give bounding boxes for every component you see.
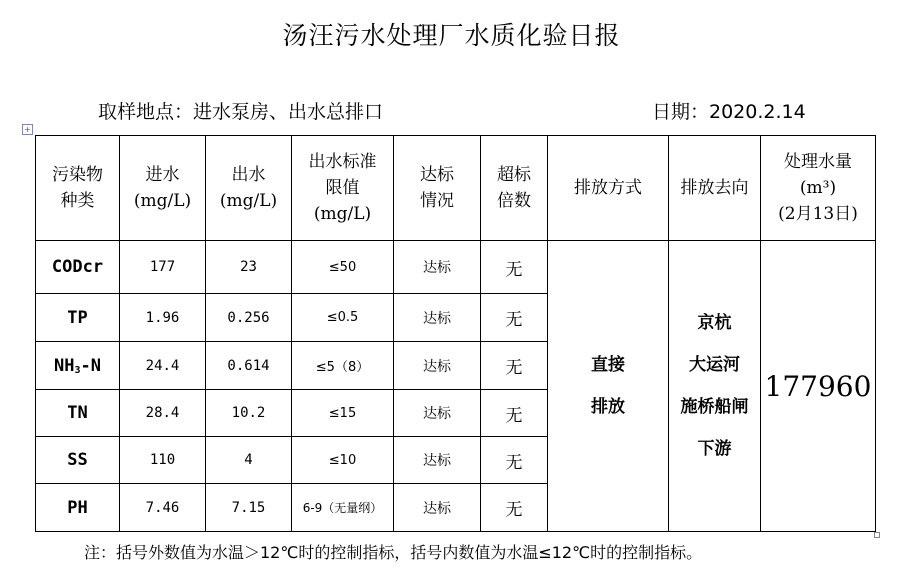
header-pollutant-line1: 污染物 (52, 165, 103, 185)
limit-value: ≤15 (292, 390, 394, 437)
header-inflow (120, 136, 206, 241)
outflow-value: 10.2 (206, 390, 292, 437)
header-pollutant-line2: 种类 (60, 191, 95, 211)
header-volume-line3: (2月13日) (778, 204, 858, 224)
header-discharge-dest: 排放去向 (669, 136, 761, 241)
inflow-value: 177 (120, 241, 206, 294)
table-row (36, 241, 876, 294)
limit-value: 6-9（无量纲） (292, 484, 394, 532)
outflow-value: 0.614 (206, 342, 292, 390)
header-row (36, 136, 876, 241)
discharge-dest-line4: 下游 (697, 439, 732, 459)
discharge-method-line1: 直接 (591, 355, 625, 375)
water-quality-table (35, 135, 876, 532)
discharge-dest-line1: 京杭 (697, 313, 732, 333)
limit-value: ≤50 (292, 241, 394, 294)
outflow-value: 7.15 (206, 484, 292, 532)
header-limit-line3: (mg/L) (313, 204, 372, 224)
pollutant-name-main: NH (54, 355, 75, 376)
compliance-value: 达标 (394, 484, 481, 532)
header-discharge-method: 排放方式 (548, 136, 669, 241)
header-limit-line2: 限值 (325, 178, 360, 198)
discharge-dest-line2: 大运河 (689, 355, 740, 375)
limit-value: ≤5（8） (292, 342, 394, 390)
header-limit (292, 136, 394, 241)
header-outflow-line1: 出水 (231, 165, 266, 185)
header-exceed-line1: 超标 (497, 165, 531, 185)
exceed-value: 无 (481, 294, 548, 342)
discharge-dest-cell (669, 241, 761, 532)
inflow-value: 7.46 (120, 484, 206, 532)
header-outflow (206, 136, 292, 241)
outflow-value: 23 (206, 241, 292, 294)
discharge-method-line2: 排放 (591, 397, 625, 417)
pollutant-name-tail: -N (80, 355, 101, 376)
limit-value: ≤0.5 (292, 294, 394, 342)
compliance-value: 达标 (394, 390, 481, 437)
header-inflow-line1: 进水 (145, 165, 180, 185)
inflow-value: 28.4 (120, 390, 206, 437)
pollutant-name: SS (36, 437, 120, 484)
inflow-value: 1.96 (120, 294, 206, 342)
sampling-location: 取样地点：进水泵房、出水总排口 (98, 101, 384, 123)
exceed-value: 无 (481, 241, 548, 294)
header-volume (761, 136, 876, 241)
exceed-value: 无 (481, 390, 548, 437)
compliance-value: 达标 (394, 437, 481, 484)
exceed-value: 无 (481, 484, 548, 532)
pollutant-name: TP (36, 294, 120, 342)
compliance-value: 达标 (394, 294, 481, 342)
table-move-handle-icon[interactable]: + (22, 124, 33, 135)
pollutant-name-subscript: 3 (74, 364, 81, 376)
footnote: 注：括号外数值为水温＞12℃时的控制指标，括号内数值为水温≤12℃时的控制指标。 (84, 543, 703, 562)
header-inflow-line2: (mg/L) (133, 191, 192, 211)
inflow-value: 24.4 (120, 342, 206, 390)
pollutant-name: TN (36, 390, 120, 437)
header-volume-line1: 处理水量 (784, 152, 852, 172)
compliance-value: 达标 (394, 342, 481, 390)
header-compliance-line2: 情况 (420, 191, 454, 211)
compliance-value: 达标 (394, 241, 481, 294)
limit-value: ≤10 (292, 437, 394, 484)
pollutant-name: PH (36, 484, 120, 532)
report-date: 日期：2020.2.14 (652, 101, 806, 123)
header-compliance-line1: 达标 (420, 165, 454, 185)
header-exceed (481, 136, 548, 241)
exceed-value: 无 (481, 437, 548, 484)
outflow-value: 4 (206, 437, 292, 484)
table-resize-handle[interactable] (874, 532, 880, 538)
discharge-method-cell (548, 241, 669, 532)
header-volume-line2: (m³) (799, 178, 837, 198)
header-exceed-line2: 倍数 (497, 191, 531, 211)
volume-value: 177960 (761, 241, 876, 532)
pollutant-name: CODcr (36, 241, 120, 294)
header-compliance (394, 136, 481, 241)
inflow-value: 110 (120, 437, 206, 484)
pollutant-name (36, 342, 120, 390)
report-title: 汤汪污水处理厂水质化验日报 (282, 21, 621, 50)
outflow-value: 0.256 (206, 294, 292, 342)
exceed-value: 无 (481, 342, 548, 390)
header-outflow-line2: (mg/L) (219, 191, 278, 211)
header-limit-line1: 出水标准 (308, 152, 377, 172)
discharge-dest-line3: 施桥船闸 (680, 397, 749, 417)
header-pollutant (36, 136, 120, 241)
